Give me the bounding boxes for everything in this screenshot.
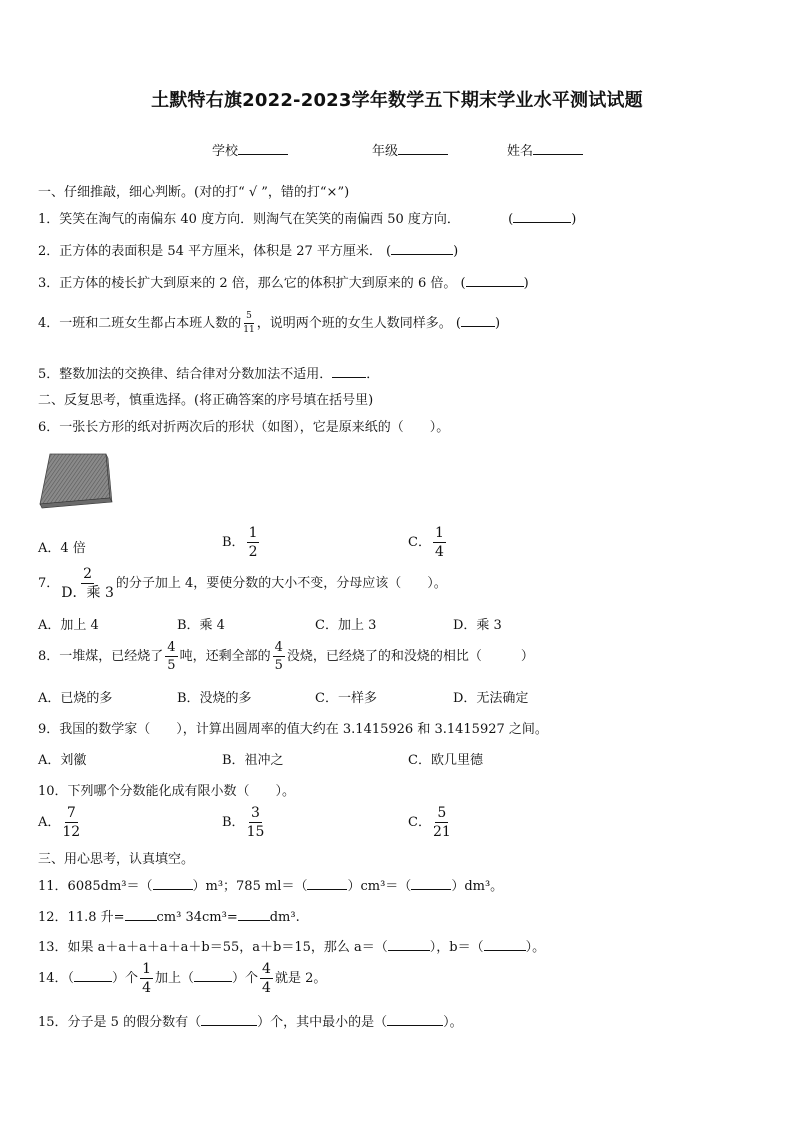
section-2-heading: 二、反复思考，慎重选择。(将正确答案的序号填在括号里) (38, 393, 374, 408)
q11-blank-1[interactable] (153, 889, 193, 890)
q4-answer-blank[interactable]: ( ) (455, 316, 501, 331)
question-12: 12．11.8 升= cm³ 34cm³= dm³. (38, 910, 300, 925)
q15-blank-2[interactable] (387, 1025, 443, 1026)
question-11: 11．6085dm³＝（ ）m³；785 ml＝（ ）cm³＝（ ）dm³。 (38, 879, 504, 894)
q13-blank-b[interactable] (484, 950, 526, 951)
q5-text: 5．整数加法的交换律、结合律对分数加法不适用． (38, 367, 333, 382)
q6-option-b[interactable]: B． $\frac{1}{2}$ (222, 525, 258, 560)
name-blank[interactable] (533, 154, 583, 155)
q2-text: 2．正方体的表面积是 54 平方厘米，体积是 27 平方厘米． (38, 244, 382, 259)
q14-blank-1[interactable] (74, 981, 112, 982)
question-5 (38, 363, 379, 382)
school-field (212, 140, 288, 159)
q6-option-b-fraction: $\frac{1}{2}$ (248, 525, 258, 560)
section-3-heading: 三、用心思考，认真填空。 (38, 852, 195, 867)
name-label: 姓名 (507, 144, 534, 159)
q9-option-c[interactable]: C．欧几里德 (408, 753, 483, 768)
q8-option-a[interactable]: A．已烧的多 (38, 691, 113, 706)
q5-answer-blank[interactable] (332, 377, 366, 378)
q4-text-pre: 4．一班和二班女生都占本班人数的 (38, 316, 242, 331)
q8-option-c[interactable]: C．一样多 (315, 691, 377, 706)
q13-blank-a[interactable] (388, 950, 430, 951)
q14-fraction-2: $\frac{4}{4}$ (262, 961, 271, 996)
q10-option-a-fraction: $\frac{7}{12}$ (62, 805, 81, 840)
q3-answer-blank[interactable]: ( ) (460, 276, 529, 291)
q14-blank-2[interactable] (194, 981, 232, 982)
q7-option-a[interactable]: A．加上 4 (38, 618, 99, 633)
question-10: 10．下列哪个分数能化成有限小数（ ）。 (38, 784, 296, 799)
q10-option-b[interactable]: B． $\frac{3}{15}$ (222, 805, 265, 840)
q12-blank-2[interactable] (238, 920, 270, 921)
question-4 (38, 312, 500, 335)
q1-text: 1．笑笑在淘气的南偏东 40 度方向．则淘气在笑笑的南偏西 50 度方向． (38, 212, 460, 227)
school-blank[interactable] (238, 154, 288, 155)
q7-option-b[interactable]: B．乘 4 (177, 618, 225, 633)
grade-label: 年级 (372, 144, 399, 159)
q10-option-b-fraction: $\frac{3}{15}$ (246, 805, 265, 840)
q15-blank-1[interactable] (201, 1025, 257, 1026)
grade-field (372, 140, 448, 159)
q6-option-c[interactable]: C． $\frac{1}{4}$ (408, 525, 444, 560)
q5-end: ． (366, 367, 380, 382)
q7-fraction: $\frac{2}{\text{D．乘 3}}$ (61, 566, 114, 601)
name-field (507, 140, 583, 159)
question-2 (38, 240, 458, 259)
q10-option-a[interactable]: A． $\frac{7}{12}$ (38, 805, 81, 840)
q4-fraction: $\frac{5}{11}$ (243, 311, 255, 335)
section-1-heading: 一、仔细推敲，细心判断。(对的打“ √ ”，错的打“×”) (38, 185, 350, 200)
q10-option-c[interactable]: C． $\frac{5}{21}$ (408, 805, 451, 840)
question-1 (38, 208, 576, 227)
page-title: 土默特右旗2022-2023学年数学五下期末学业水平测试试题 (151, 90, 643, 111)
folded-paper-image (36, 450, 114, 510)
q14-fraction-1: $\frac{1}{4}$ (142, 961, 151, 996)
question-9: 9．我国的数学家（ ），计算出圆周率的值大约在 3.1415926 和 3.1415927 之间。 (38, 722, 548, 737)
q6-option-a[interactable]: A．4 倍 (38, 541, 86, 556)
q12-blank-1[interactable] (125, 920, 157, 921)
question-14: 14．（ ）个 $\frac{1}{4}$ 加上（ ）个 $\frac{4}{4}$ 就是 2。 (38, 961, 327, 996)
question-13: 13．如果 a＋a＋a＋a＋a＋b＝55，a＋b＝15，那么 a＝（ ），b＝（ ）。 (38, 940, 546, 955)
question-7: 7． $\frac{2}{\text{D．乘 3}}$ 的分子加上 4，要使分数的大小不变，分母应该（ ）。 (38, 566, 447, 601)
school-label: 学校 (212, 144, 239, 159)
question-6: 6．一张长方形的纸对折两次后的形状（如图），它是原来纸的（ ）。 (38, 420, 450, 435)
q8-option-d[interactable]: D．无法确定 (453, 691, 529, 706)
q8-option-b[interactable]: B．没烧的多 (177, 691, 252, 706)
question-8: 8．一堆煤，已经烧了 $\frac{4}{5}$ 吨，还剩全部的 $\frac{4}{5}$ 没烧，已经烧了的和没烧的相比（ ） (38, 640, 534, 673)
grade-blank[interactable] (398, 154, 448, 155)
q10-option-c-fraction: $\frac{5}{21}$ (432, 805, 451, 840)
q8-fraction-2: $\frac{4}{5}$ (274, 640, 283, 673)
q7-option-c[interactable]: C．加上 3 (315, 618, 377, 633)
q9-option-b[interactable]: B．祖冲之 (222, 753, 284, 768)
q11-blank-3[interactable] (411, 889, 451, 890)
q8-fraction-1: $\frac{4}{5}$ (167, 640, 176, 673)
q3-text: 3．正方体的棱长扩大到原来的 2 倍，那么它的体积扩大到原来的 6 倍。 (38, 276, 457, 291)
q1-answer-blank[interactable]: ( ) (508, 212, 577, 227)
q2-answer-blank[interactable]: ( ) (386, 244, 459, 259)
q7-option-d[interactable]: D．乘 3 (453, 618, 502, 633)
q4-text-post: ，说明两个班的女生人数同样多。 (256, 316, 452, 331)
question-15: 15．分子是 5 的假分数有（ ）个，其中最小的是（ ）。 (38, 1015, 463, 1030)
q9-option-a[interactable]: A．刘徽 (38, 753, 87, 768)
q6-option-c-fraction: $\frac{1}{4}$ (434, 525, 444, 560)
q11-blank-2[interactable] (307, 889, 347, 890)
question-3 (38, 272, 529, 291)
